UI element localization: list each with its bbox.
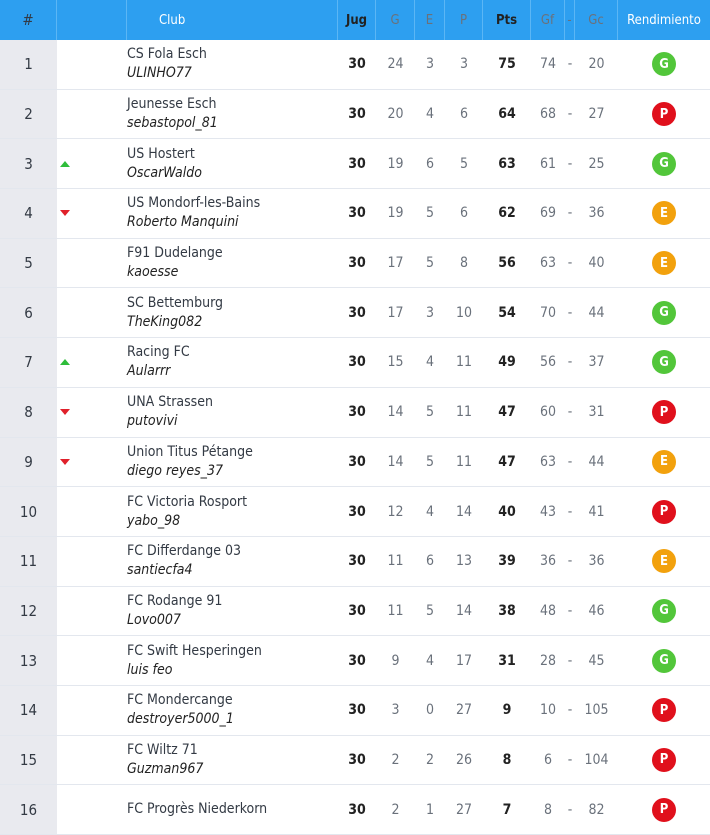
position-cell: 2 [0,90,57,139]
goals-for-cell: 68 [539,106,557,123]
club-cell[interactable] [127,139,338,188]
goals-for-cell: 74 [539,56,557,73]
won-cell: 14 [387,404,404,421]
performance-cell [618,686,710,735]
goals-separator: - [567,503,573,520]
goals-against-cell: 37 [588,354,605,371]
table-row[interactable] [0,189,710,239]
trend-cell [57,288,127,337]
played-cell: 30 [348,404,366,421]
club-cell[interactable] [127,686,338,735]
goals-against-cell: 36 [588,553,605,570]
position-cell: 15 [0,736,57,785]
goals-separator: - [567,801,573,818]
goals-for-cell: 61 [539,155,557,172]
club-manager[interactable]: luis feo [127,661,173,678]
lost-cell: 13 [455,553,473,570]
goals-for-cell: 6 [543,751,552,768]
won-cell: 9 [391,652,400,669]
played-cell: 30 [348,155,366,172]
lost-cell: 26 [455,751,473,768]
played-cell: 30 [348,503,366,520]
lost-cell: 11 [455,354,473,371]
played-cell: 30 [348,602,366,619]
club-name[interactable]: FC Progrès Niederkorn [127,801,268,818]
goals-against-cell: 36 [588,205,605,222]
header-position[interactable]: # [0,0,57,40]
club-cell[interactable] [127,40,338,89]
goals-against-cell: 45 [588,652,605,669]
position-cell: 13 [0,636,57,685]
lost-cell: 10 [455,304,473,321]
club-cell[interactable] [127,388,338,437]
lost-cell: 6 [459,106,468,123]
drawn-cell: 4 [425,652,434,669]
points-cell: 75 [498,56,516,73]
goals-against-cell: 25 [588,155,605,172]
club-cell[interactable] [127,239,338,288]
club-manager[interactable]: destroyer5000_1 [127,711,234,728]
position-cell: 10 [0,487,57,536]
club-cell[interactable] [127,338,338,387]
played-cell: 30 [348,304,366,321]
drawn-cell: 5 [425,255,434,272]
won-cell: 17 [387,304,404,321]
club-manager[interactable]: putovivi [127,413,178,430]
drawn-cell: 1 [425,801,434,818]
goals-separator: - [567,602,573,619]
club-name[interactable]: Union Titus Pétange [127,443,253,460]
points-cell: 7 [502,801,512,818]
club-name[interactable]: FC Mondercange [127,692,233,709]
club-manager[interactable]: kaoesse [127,264,179,281]
position-cell: 4 [0,189,57,238]
position-cell: 8 [0,388,57,437]
position-cell: 11 [0,537,57,586]
trend-down-icon [60,210,70,216]
drawn-cell: 4 [425,354,434,371]
drawn-cell: 5 [425,205,434,222]
goals-against-cell: 40 [588,255,605,272]
club-cell[interactable] [127,487,338,536]
table-row[interactable] [0,338,710,388]
drawn-cell: 5 [425,453,434,470]
club-manager[interactable]: diego reyes_37 [127,462,223,479]
header-drawn[interactable]: E [415,0,445,40]
club-cell[interactable] [127,785,338,834]
played-cell: 30 [348,255,366,272]
points-cell: 39 [498,553,516,570]
goals-separator: - [567,702,573,719]
position-cell: 5 [0,239,57,288]
performance-cell [618,785,710,834]
header-performance[interactable]: Rendimiento [627,12,701,28]
club-manager[interactable]: santiecfa4 [127,562,193,579]
drawn-cell: 4 [425,503,434,520]
goals-against-cell: 82 [588,801,605,818]
club-manager[interactable]: Roberto Manquini [127,214,239,231]
club-manager[interactable]: TheKing082 [127,313,203,330]
won-cell: 12 [387,503,404,520]
position-cell: 9 [0,438,57,487]
goals-separator: - [567,404,573,421]
table-row[interactable] [0,785,710,835]
performance-cell [618,636,710,685]
position-cell: 12 [0,587,57,636]
goals-against-cell: 31 [588,404,605,421]
trend-cell [57,189,127,238]
goals-separator: - [567,56,573,73]
lost-cell: 5 [459,155,468,172]
header-goals-against[interactable]: Gc [575,0,618,40]
played-cell: 30 [348,751,366,768]
goals-separator: - [567,553,573,570]
performance-cell [618,537,710,586]
performance-cell [618,388,710,437]
trend-down-icon [60,459,70,465]
club-manager[interactable]: Aularrr [127,363,171,380]
points-cell: 64 [498,106,516,123]
goals-against-cell: 44 [588,453,605,470]
lost-cell: 6 [459,205,468,222]
won-cell: 11 [387,553,404,570]
performance-badge: G [652,301,676,325]
performance-badge: P [652,748,676,772]
table-row[interactable] [0,587,710,637]
club-name[interactable]: US Hostert [127,145,195,162]
drawn-cell: 0 [425,702,434,719]
position-cell: 7 [0,338,57,387]
goals-for-cell: 56 [539,354,557,371]
trend-up-icon [60,161,70,167]
table-header [0,0,710,40]
points-cell: 54 [498,304,516,321]
performance-badge: P [652,400,676,424]
performance-badge: E [652,201,676,225]
points-cell: 49 [498,354,516,371]
performance-cell [618,189,710,238]
played-cell: 30 [348,652,366,669]
drawn-cell: 3 [425,304,434,321]
goals-against-cell: 27 [588,106,605,123]
header-lost[interactable]: P [445,0,483,40]
drawn-cell: 6 [425,553,434,570]
goals-separator: - [567,106,573,123]
goals-against-cell: 105 [584,702,609,719]
lost-cell: 8 [459,255,468,272]
position-cell: 14 [0,686,57,735]
club-cell[interactable] [127,537,338,586]
played-cell: 30 [348,801,366,818]
won-cell: 15 [387,354,404,371]
trend-up-icon [60,359,70,365]
goals-separator: - [567,255,573,272]
drawn-cell: 5 [425,404,434,421]
table-row[interactable] [0,487,710,537]
club-name[interactable]: Jeunesse Esch [127,96,217,113]
club-cell[interactable] [127,736,338,785]
played-cell: 30 [348,453,366,470]
performance-cell [618,487,710,536]
performance-cell [618,90,710,139]
goals-against-cell: 46 [588,602,605,619]
trend-cell [57,338,127,387]
club-name[interactable]: FC Wiltz 71 [127,741,198,758]
table-row[interactable] [0,537,710,587]
club-name[interactable]: Racing FC [127,344,190,361]
header-club[interactable]: Club [127,0,338,40]
goals-separator: - [567,652,573,669]
goals-separator: - [567,155,573,172]
lost-cell: 27 [455,702,473,719]
trend-down-icon [60,409,70,415]
goals-for-cell: 48 [539,602,557,619]
club-name[interactable]: FC Swift Hesperingen [127,642,262,659]
header-trend [57,0,127,40]
goals-for-cell: 63 [539,255,557,272]
club-manager[interactable]: Lovo007 [127,611,181,628]
won-cell: 2 [391,751,400,768]
performance-badge: P [652,698,676,722]
table-row[interactable] [0,736,710,786]
header-points[interactable]: Pts [483,0,531,40]
club-cell[interactable] [127,587,338,636]
won-cell: 17 [387,255,404,272]
points-cell: 63 [498,155,516,172]
performance-cell [618,40,710,89]
goals-for-cell: 8 [543,801,552,818]
drawn-cell: 2 [425,751,434,768]
won-cell: 24 [387,56,404,73]
trend-cell [57,239,127,288]
points-cell: 47 [498,453,516,470]
club-manager[interactable]: OscarWaldo [127,164,202,181]
performance-badge: P [652,102,676,126]
trend-cell [57,785,127,834]
lost-cell: 17 [455,652,473,669]
table-body [0,40,710,835]
goals-against-cell: 41 [588,503,605,520]
trend-cell [57,587,127,636]
table-row[interactable] [0,239,710,289]
goals-for-cell: 28 [539,652,557,669]
club-cell[interactable] [127,288,338,337]
table-row[interactable] [0,388,710,438]
performance-cell [618,139,710,188]
drawn-cell: 3 [425,56,434,73]
points-cell: 9 [502,702,512,719]
trend-cell [57,388,127,437]
club-manager[interactable]: ULINHO77 [127,65,192,82]
trend-cell [57,636,127,685]
won-cell: 19 [387,205,404,222]
performance-badge: E [652,450,676,474]
club-name[interactable]: SC Bettemburg [127,294,223,311]
club-name[interactable]: US Mondorf-les-Bains [127,195,261,212]
club-name[interactable]: CS Fola Esch [127,46,207,63]
won-cell: 3 [391,702,400,719]
club-cell[interactable] [127,90,338,139]
performance-badge: P [652,798,676,822]
lost-cell: 11 [455,453,473,470]
club-name[interactable]: FC Victoria Rosport [127,493,248,510]
goals-separator: - [567,354,573,371]
club-name[interactable]: F91 Dudelange [127,245,223,262]
points-cell: 40 [498,503,516,520]
goals-separator: - [567,751,573,768]
table-row[interactable] [0,438,710,488]
won-cell: 2 [391,801,400,818]
won-cell: 19 [387,155,404,172]
points-cell: 8 [502,751,512,768]
table-row[interactable] [0,686,710,736]
won-cell: 14 [387,453,404,470]
played-cell: 30 [348,56,366,73]
performance-cell [618,288,710,337]
table-row[interactable] [0,139,710,189]
goals-for-cell: 43 [539,503,557,520]
club-name[interactable]: UNA Strassen [127,394,213,411]
lost-cell: 14 [455,503,473,520]
goals-separator: - [567,453,573,470]
lost-cell: 27 [455,801,473,818]
performance-badge: G [652,152,676,176]
header-played[interactable]: Jug [338,0,376,40]
performance-badge: G [652,649,676,673]
won-cell: 20 [387,106,404,123]
drawn-cell: 6 [425,155,434,172]
goals-separator: - [567,304,573,321]
trend-cell [57,537,127,586]
points-cell: 31 [498,652,516,669]
table-row[interactable] [0,288,710,338]
performance-badge: G [652,52,676,76]
points-cell: 62 [498,205,516,222]
table-row[interactable] [0,40,710,90]
played-cell: 30 [348,354,366,371]
position-cell: 1 [0,40,57,89]
goals-for-cell: 10 [539,702,557,719]
trend-cell [57,40,127,89]
performance-cell [618,438,710,487]
trend-cell [57,736,127,785]
played-cell: 30 [348,702,366,719]
goals-separator: - [567,205,573,222]
lost-cell: 11 [455,404,473,421]
trend-cell [57,90,127,139]
performance-badge: G [652,599,676,623]
trend-cell [57,139,127,188]
club-manager[interactable]: Guzman967 [127,760,204,777]
goals-for-cell: 69 [539,205,557,222]
trend-cell [57,686,127,735]
header-separator: - [565,0,575,40]
performance-cell [618,239,710,288]
performance-badge: E [652,549,676,573]
club-cell[interactable] [127,189,338,238]
trend-cell [57,487,127,536]
won-cell: 11 [387,602,404,619]
performance-cell [618,338,710,387]
points-cell: 47 [498,404,516,421]
table-row[interactable] [0,636,710,686]
points-cell: 38 [498,602,516,619]
goals-for-cell: 70 [539,304,557,321]
position-cell: 3 [0,139,57,188]
club-name[interactable]: FC Rodange 91 [127,592,223,609]
drawn-cell: 4 [425,106,434,123]
goals-for-cell: 63 [539,453,557,470]
goals-against-cell: 44 [588,304,605,321]
club-cell[interactable] [127,438,338,487]
header-won[interactable]: G [376,0,415,40]
performance-badge: P [652,500,676,524]
header-goals-for[interactable]: Gf [531,0,565,40]
performance-badge: E [652,251,676,275]
goals-against-cell: 104 [584,751,609,768]
trend-cell [57,438,127,487]
played-cell: 30 [348,205,366,222]
played-cell: 30 [348,553,366,570]
goals-for-cell: 36 [539,553,557,570]
club-name[interactable]: FC Differdange 03 [127,543,242,560]
position-cell: 16 [0,785,57,834]
table-row[interactable] [0,90,710,140]
club-cell[interactable] [127,636,338,685]
lost-cell: 14 [455,602,473,619]
drawn-cell: 5 [425,602,434,619]
club-manager[interactable]: sebastopol_81 [127,115,218,132]
performance-cell [618,736,710,785]
performance-cell [618,587,710,636]
points-cell: 56 [498,255,516,272]
goals-against-cell: 20 [588,56,605,73]
club-manager[interactable]: yabo_98 [127,512,181,529]
played-cell: 30 [348,106,366,123]
position-cell: 6 [0,288,57,337]
lost-cell: 3 [459,56,468,73]
performance-badge: G [652,350,676,374]
goals-for-cell: 60 [539,404,557,421]
